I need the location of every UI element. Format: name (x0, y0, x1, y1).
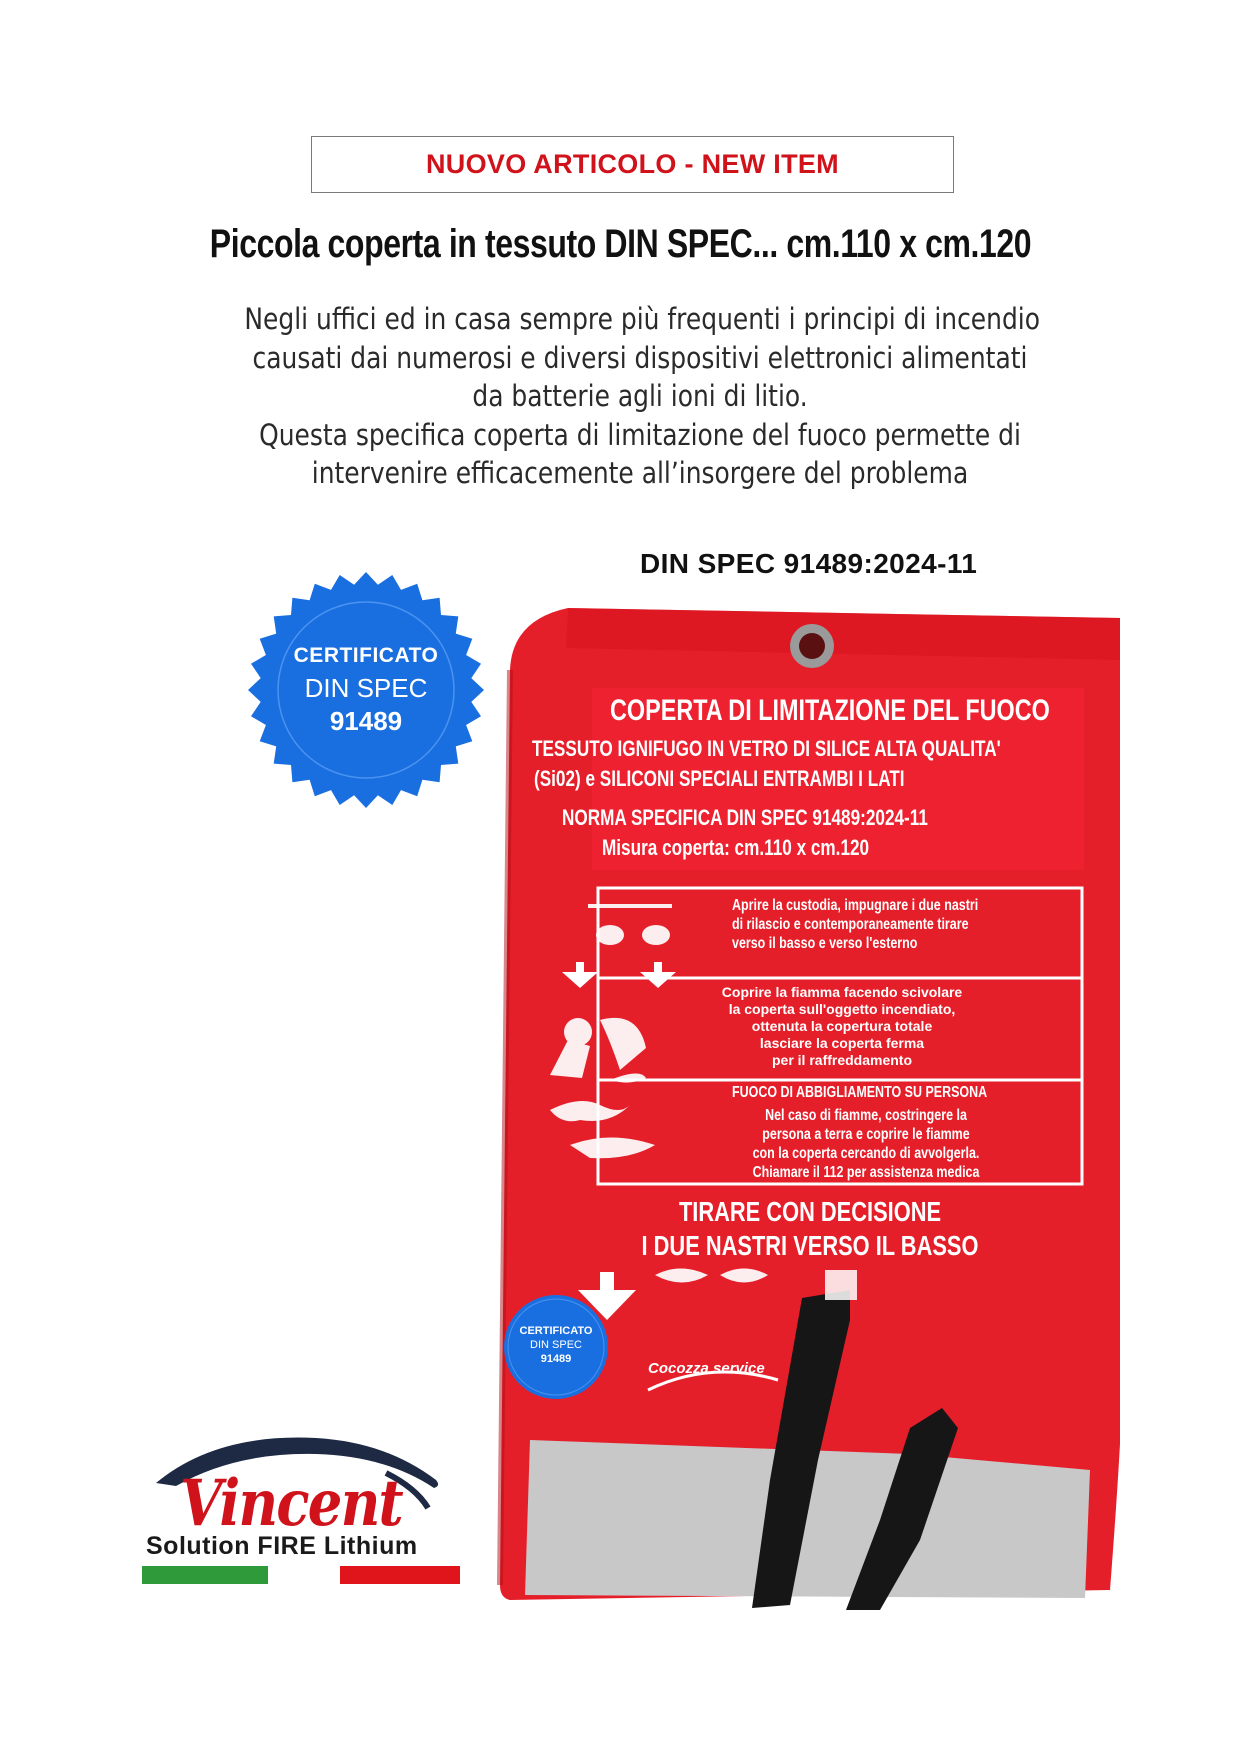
description-line: Questa specifica coperta di limitazione del fuoco permette di (259, 417, 1021, 452)
label-line-3: NORMA SPECIFICA DIN SPEC 91489:2024-11 (562, 805, 928, 830)
step-3-title: FUOCO DI ABBIGLIAMENTO SU PERSONA (732, 1084, 988, 1101)
description-line: causati dai numerosi e diversi dispositivi elettronici alimentati (252, 340, 1028, 375)
step-1-text (732, 896, 1048, 953)
cocozza-service-logo: Cocozza service (648, 1360, 765, 1377)
vincent-script: Vincent (180, 1466, 402, 1541)
label-line-1: TESSUTO IGNIFUGO IN VETRO DI SILICE ALTA QUALITA' (532, 736, 1001, 761)
mini-seal-line: 91489 (540, 1353, 572, 1365)
product-title: Piccola coperta in tessuto DIN SPEC... cm.110 x cm.120 (209, 222, 1032, 266)
pull-instruction-2: I DUE NASTRI VERSO IL BASSO (641, 1230, 979, 1261)
seal-line-3: 91489 (329, 706, 403, 736)
step-1-line: Aprire la custodia, impugnare i due nastri (732, 897, 979, 914)
description-line: da batterie agli ioni di litio. (472, 379, 808, 413)
certification-seal (246, 570, 486, 810)
new-item-label: NUOVO ARTICOLO - NEW ITEM (426, 149, 839, 179)
vincent-tagline: Solution FIRE Lithium (146, 1532, 418, 1560)
step-3-line: persona a terra e coprire le fiamme (762, 1126, 970, 1143)
mini-seal-line: DIN SPEC (530, 1339, 582, 1351)
description-line: Negli uffici ed in casa sempre più frequenti i principi di incendio (244, 302, 1040, 336)
label-line-4: Misura coperta: cm.110 x cm.120 (602, 835, 870, 860)
seal-line-2: DIN SPEC (304, 673, 428, 703)
step-2-line: Coprire la fiamma facendo scivolare (721, 984, 963, 1000)
step-1-line: di rilascio e contemporaneamente tirare (732, 916, 969, 933)
step-2-line: la coperta sull'oggetto incendiato, (728, 1001, 956, 1017)
label-title: COPERTA DI LIMITAZIONE DEL FUOCO (610, 694, 1050, 727)
fire-blanket-product (470, 600, 1120, 1620)
vincent-logo (136, 1428, 466, 1588)
step-2-line: lasciare la coperta ferma (759, 1035, 925, 1051)
description-line: intervenire efficacemente all’insorgere del problema (311, 456, 969, 490)
step-3-line: con la coperta cercando di avvolgerla. (752, 1145, 980, 1162)
product-description (244, 300, 1040, 493)
step-2-text (662, 984, 1022, 1069)
step-3-line: Chiamare il 112 per assistenza medica (752, 1164, 980, 1181)
step-1-line: verso il basso e verso l'esterno (732, 935, 918, 952)
mini-seal (504, 1324, 608, 1366)
label-line-2: (Si02) e SILICONI SPECIALI ENTRAMBI I LATI (534, 766, 905, 791)
norm-code: DIN SPEC 91489:2024-11 (640, 548, 978, 579)
step-3-text (696, 1106, 1036, 1182)
mini-seal-line: CERTIFICATO (519, 1325, 593, 1337)
step-2-line: ottenuta la copertura totale (751, 1018, 933, 1034)
seal-line-1: CERTIFICATO (293, 644, 439, 667)
step-3-line: Nel caso di fiamme, costringere la (765, 1107, 967, 1124)
new-item-badge (311, 136, 954, 193)
pull-instruction-1: TIRARE CON DECISIONE (678, 1196, 942, 1227)
step-2-line: per il raffreddamento (771, 1052, 913, 1068)
